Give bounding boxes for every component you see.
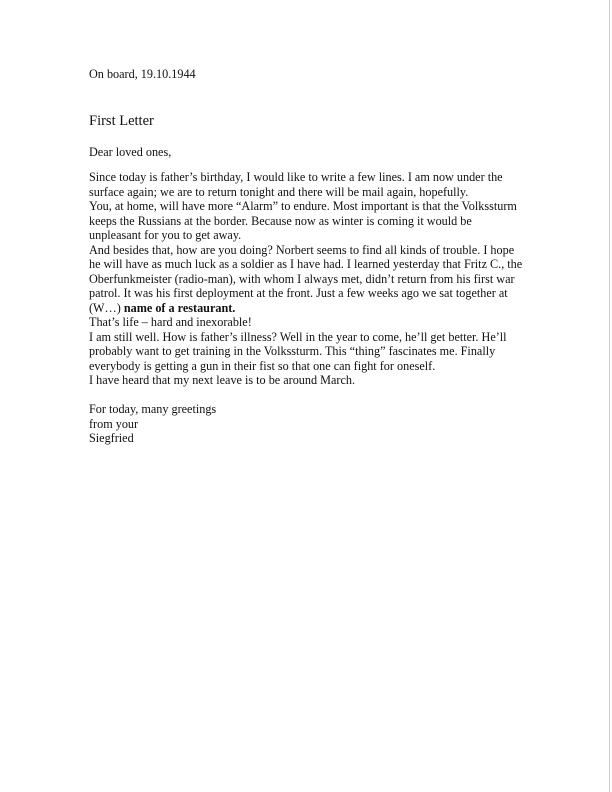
letter-closing — [89, 402, 216, 446]
restaurant-line — [89, 301, 539, 316]
signature-name: Siegfried — [89, 431, 134, 445]
body-line: patrol. It was his first deployment at the front. Just a few weeks ago we sat together at — [89, 286, 508, 300]
letter-dateline: On board, 19.10.1944 — [89, 67, 196, 81]
body-line: everybody is getting a gun in their fist so that one can fight for oneself. — [89, 358, 436, 373]
body-line: I am still well. How is father’s illness? Well in the year to come, he’ll get better. He’ll — [89, 329, 507, 344]
letter-body — [89, 170, 539, 388]
letter-salutation: Dear loved ones, — [89, 145, 172, 159]
body-line: Oberfunkmeister (radio-man), with whom I always met, didn’t return from his first war — [89, 271, 515, 286]
closing-line: from your — [89, 416, 139, 431]
body-line: keeps the Russians at the border. Because now as winter is coming it would be — [89, 213, 472, 228]
body-line: unpleasant for you to get away. — [89, 228, 242, 242]
restaurant-note: name of a restaurant. — [123, 300, 236, 315]
body-line: That’s life – hard and inexorable! — [89, 315, 252, 329]
body-line: surface again; we are to return tonight and there will be mail again, hopefully. — [89, 184, 469, 199]
restaurant-prefix: (W…) — [89, 300, 124, 315]
letter-title: First Letter — [89, 113, 154, 129]
body-line: Since today is father’s birthday, I would like to write a few lines. I am now under the — [89, 170, 503, 184]
scan-edge-line — [609, 0, 610, 792]
body-line: I have heard that my next leave is to be around March. — [89, 373, 355, 387]
body-line: probably want to get training in the Volkssturm. This “thing” fascinates me. Finally — [89, 344, 496, 358]
closing-line: For today, many greetings — [89, 402, 217, 416]
body-line: And besides that, how are you doing? Norbert seems to find all kinds of trouble. I hope — [89, 242, 515, 257]
body-line: You, at home, will have more “Alarm” to endure. Most important is that the Volkssturm — [89, 199, 517, 213]
body-line: he will have as much luck as a soldier as I have had. I learned yesterday that Fritz C., the — [89, 257, 523, 271]
